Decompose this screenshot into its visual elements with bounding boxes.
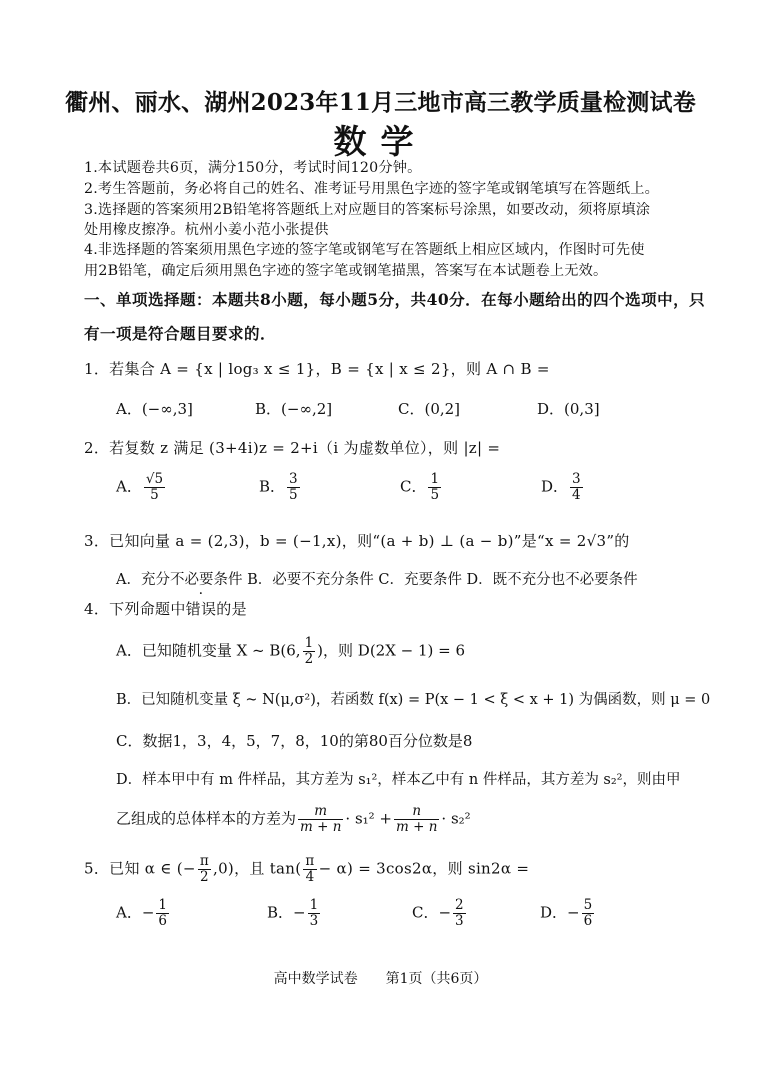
question-3-stem: 3．已知向量 a = (2,3)，b = (−1,x)，则“(a + b) ⊥ (a − b)”是“x = 2√3”的 — [84, 532, 630, 550]
option-label: A．− — [116, 903, 155, 922]
question-4-option-d-line-2 — [116, 804, 471, 835]
fraction-denominator: 4 — [305, 869, 315, 885]
option-label: D．− — [540, 903, 580, 922]
option-label: A． — [116, 477, 142, 496]
fraction-denominator: 3 — [309, 913, 319, 929]
section-heading-line-1: 一、单项选择题：本题共8小题，每小题5分，共40分．在每小题给出的四个选项中，只 — [84, 290, 706, 309]
question-2-option-b — [259, 472, 302, 503]
fraction-denominator: 2 — [304, 651, 314, 667]
fraction-denominator: m + n — [396, 819, 438, 835]
fraction-denominator: 3 — [455, 913, 464, 929]
fraction-numerator: 3 — [572, 471, 581, 487]
option-label: D． — [541, 477, 569, 496]
exam-title: 衢州、丽水、湖州2023年11月三地市高三教学质量检测试卷 — [65, 89, 696, 116]
stem-emphasis: 错误 — [185, 600, 217, 618]
question-1-option-a: A．(−∞,3] — [116, 400, 193, 418]
fraction-numerator: n — [394, 804, 439, 820]
fraction-denominator: 2 — [199, 869, 209, 885]
fraction-denominator: 5 — [430, 487, 440, 503]
fraction — [582, 898, 595, 929]
option-text: A．已知随机变量 X ~ B(6, — [116, 641, 301, 660]
fraction-numerator: √5 — [145, 471, 164, 487]
fraction-numerator: 3 — [289, 471, 298, 487]
option-text: · s₁² + — [345, 809, 393, 828]
fraction — [428, 472, 441, 503]
option-text: · s₂² — [441, 809, 471, 828]
option-label: B． — [259, 477, 286, 496]
stem-text: 的是 — [216, 600, 247, 618]
question-1-stem: 1．若集合 A = {x | log₃ x ≤ 1}，B = {x | x ≤ 2}，则 A ∩ B = — [84, 360, 550, 378]
note-line-6: 用2B铅笔，确定后须用黑色字迹的签字笔或钢笔描黑，答案写在本试题卷上无效。 — [84, 263, 608, 279]
question-2-option-c — [400, 472, 443, 503]
question-4-stem — [84, 598, 247, 619]
option-text: )，则 D(2X − 1) = 6 — [317, 641, 466, 660]
fraction-denominator: 5 — [150, 487, 159, 503]
question-4-option-d-line-1: D．样本甲中有 m 件样品，其方差为 s₁²，样本乙中有 n 件样品，其方差为 s₂²，则由甲 — [116, 772, 681, 788]
question-2-stem: 2．若复数 z 满足 (3+4i)z = 2+i（i 为虚数单位），则 |z| = — [84, 439, 501, 457]
stem-text: 5．已知 α ∈ (− — [84, 859, 196, 878]
fraction — [570, 472, 583, 503]
fraction — [303, 854, 316, 885]
fraction-denominator: 5 — [289, 487, 298, 503]
subject-heading: 数学 — [333, 122, 428, 161]
fraction — [308, 898, 321, 929]
fraction — [156, 898, 169, 929]
fraction-numerator: π — [305, 853, 315, 869]
question-4-option-c: C．数据1，3，4，5，7，8，10的第80百分位数是8 — [116, 732, 473, 750]
fraction-numerator: 1 — [158, 897, 167, 913]
fraction — [453, 898, 466, 929]
fraction-denominator: 4 — [572, 487, 581, 503]
option-text: 乙组成的总体样本的方差为 — [116, 809, 297, 828]
section-heading-line-2: 有一项是符合题目要求的． — [84, 324, 277, 343]
note-line-4: 处用橡皮擦净。杭州小姜小范小张提供 — [84, 222, 329, 238]
question-5-stem — [84, 854, 529, 885]
question-1-option-b: B．(−∞,2] — [255, 400, 333, 418]
question-4-option-b: B．已知随机变量 ξ ~ N(μ,σ²)，若函数 f(x) = P(x − 1 < ξ < x + 1) 为偶函数，则 μ = 0 — [116, 692, 711, 708]
fraction — [144, 472, 165, 503]
stem-text: − α) = 3cos2α，则 sin2α = — [318, 859, 530, 878]
fraction — [394, 804, 439, 835]
stem-text: ,0)，且 tan( — [213, 859, 302, 878]
question-1-option-d: D．(0,3] — [537, 400, 600, 418]
fraction-numerator: 2 — [455, 897, 464, 913]
note-line-5: 4.非选择题的答案须用黑色字迹的签字笔或钢笔写在答题纸上相应区域内，作图时可先使 — [84, 242, 645, 258]
fraction-denominator: 6 — [583, 913, 593, 929]
question-2-option-d — [541, 472, 585, 503]
question-4-option-a — [116, 636, 465, 667]
fraction-numerator: m — [298, 804, 343, 820]
fraction — [287, 472, 300, 503]
page-footer: 高中数学试卷 第1页（共6页） — [273, 971, 488, 987]
question-5-option-a — [116, 898, 171, 929]
fraction — [303, 636, 316, 667]
fraction-numerator: 1 — [309, 897, 319, 913]
question-3-options: A．充分不必要条件 B．必要不充分条件 C．充要条件 D．既不充分也不必要条件 — [116, 572, 638, 588]
fraction-numerator: 1 — [304, 635, 314, 651]
question-1-option-c: C．(0,2] — [398, 400, 461, 418]
stem-text: 4．下列命题中 — [84, 600, 186, 618]
fraction — [198, 854, 211, 885]
fraction — [298, 804, 343, 835]
note-line-2: 2.考生答题前，务必将自己的姓名、准考证号用黑色字迹的签字笔或钢笔填写在答题纸上。 — [84, 181, 660, 197]
question-5-option-c — [412, 898, 468, 929]
option-label: C．− — [412, 903, 452, 922]
question-5-option-d — [540, 898, 596, 929]
fraction-numerator: 1 — [430, 471, 440, 487]
option-label: B．− — [267, 903, 306, 922]
fraction-denominator: m + n — [300, 819, 342, 835]
fraction-numerator: π — [199, 853, 209, 869]
note-line-3: 3.选择题的答案须用2B铅笔将答题纸上对应题目的答案标号涂黑，如要改动，须将原填涂 — [84, 202, 651, 218]
fraction-denominator: 6 — [158, 913, 167, 929]
fraction-numerator: 5 — [583, 897, 593, 913]
question-2-option-a — [116, 472, 167, 503]
option-label: C． — [400, 477, 427, 496]
question-5-option-b — [267, 898, 322, 929]
note-line-1: 1.本试题卷共6页，满分150分，考试时间120分钟。 — [84, 160, 422, 176]
